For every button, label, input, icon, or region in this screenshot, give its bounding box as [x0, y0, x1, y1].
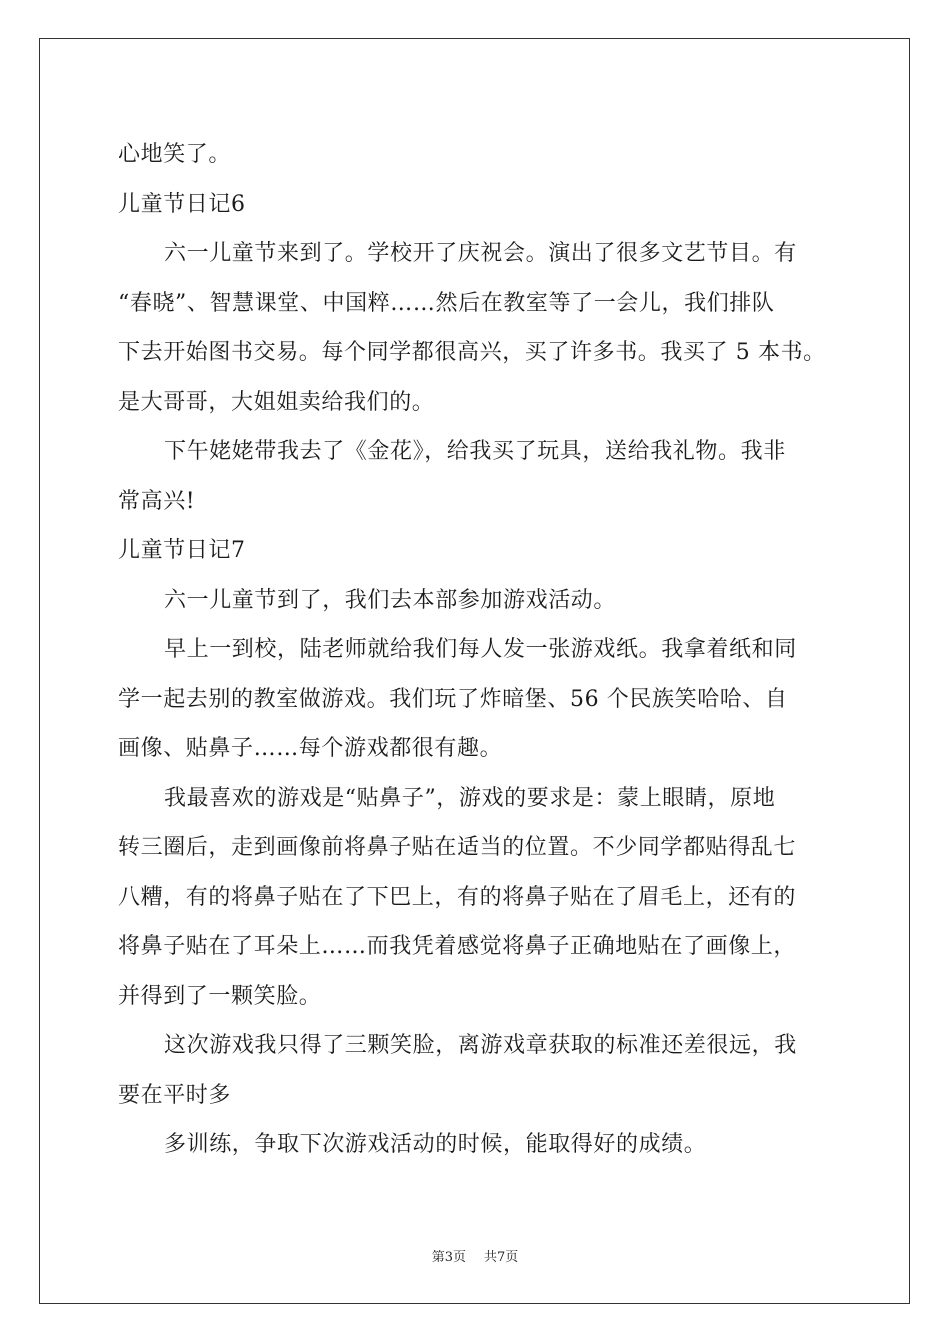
page-number: 第3页: [431, 1250, 466, 1265]
paragraph-line: 将鼻子贴在了耳朵上……而我凭着感觉将鼻子正确地贴在了画像上，: [118, 934, 797, 959]
paragraph-line: 要在平时多: [118, 1082, 232, 1108]
paragraph-line: 学一起去别的教室做游戏。我们玩了炸暗堡、56 个民族笑哈哈、自: [118, 686, 788, 712]
page-total: 共7页: [484, 1250, 519, 1265]
document-body: [118, 130, 838, 1170]
paragraph-line: 这次游戏我只得了三颗笑脸，离游戏章获取的标准还差很远，我: [164, 1033, 797, 1058]
paragraph-line: 并得到了一颗笑脸。: [118, 983, 322, 1009]
paragraph-line: 多训练，争取下次游戏活动的时候，能取得好的成绩。: [164, 1132, 707, 1157]
paragraph-line: 下午姥姥带我去了《金花》，给我买了玩具，送给我礼物。我非: [164, 439, 786, 464]
paragraph-line: 画像、贴鼻子……每个游戏都很有趣。: [118, 736, 503, 761]
section-heading: 儿童节日记6: [118, 191, 246, 217]
paragraph-line: “春晓”、智慧课堂、中国粹……然后在教室等了一会儿，我们排队: [118, 290, 775, 316]
paragraph-line: 八糟，有的将鼻子贴在了下巴上，有的将鼻子贴在了眉毛上，还有的: [118, 884, 797, 910]
paragraph-line: 是大哥哥，大姐姐卖给我们的。: [118, 389, 435, 415]
paragraph-line: 下去开始图书交易。每个同学都很高兴，买了许多书。我买了 5 本书。: [118, 340, 826, 365]
page-footer: [0, 1246, 950, 1265]
paragraph-line: 早上一到校，陆老师就给我们每人发一张游戏纸。我拿着纸和同: [164, 637, 797, 662]
paragraph-line: 六一儿童节来到了。学校开了庆祝会。演出了很多文艺节目。有: [164, 241, 797, 266]
paragraph-line: 常高兴!: [118, 488, 196, 514]
paragraph-line: 我最喜欢的游戏是“贴鼻子”，游戏的要求是：蒙上眼睛，原地: [164, 785, 776, 811]
paragraph-line: 心地笑了。: [118, 142, 232, 167]
paragraph-line: 六一儿童节到了，我们去本部参加游戏活动。: [164, 587, 617, 613]
paragraph-line: 转三圈后，走到画像前将鼻子贴在适当的位置。不少同学都贴得乱七: [118, 835, 797, 860]
section-heading: 儿童节日记7: [118, 538, 246, 563]
